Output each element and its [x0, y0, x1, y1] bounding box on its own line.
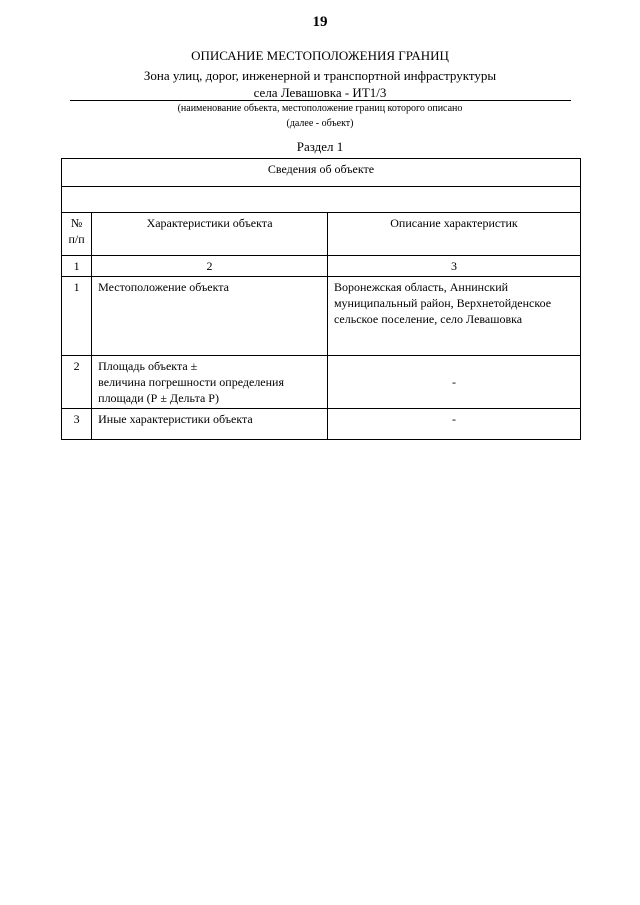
row-num: 3 — [62, 409, 92, 440]
object-note-line2: (далее - объект) — [286, 118, 354, 129]
table-row — [62, 409, 581, 440]
empty-cell — [62, 187, 581, 213]
table-header-row — [62, 213, 581, 256]
row-characteristic: Местоположение объекта — [92, 277, 328, 356]
object-info-table — [61, 158, 581, 440]
row-num: 1 — [62, 277, 92, 356]
page-number: 19 — [312, 14, 328, 30]
header-num-text: № п/п — [68, 216, 85, 246]
object-name-line2: села Левашовка - ИТ1/3 — [253, 85, 387, 100]
row-characteristic: Площадь объекта ± величина погрешности определения площади (Р ± Дельта Р) — [92, 356, 328, 409]
document-title: ОПИСАНИЕ МЕСТОПОЛОЖЕНИЯ ГРАНИЦ — [191, 48, 449, 63]
row-description: - — [327, 409, 580, 440]
row-num: 2 — [62, 356, 92, 409]
table-caption: Сведения об объекте — [62, 159, 581, 187]
row-description: Воронежская область, Аннинский муниципальный район, Верхнетойденское сельское поселение, село Левашовка — [327, 277, 580, 356]
object-note-line1: (наименование объекта, местоположение границ которого описано — [177, 103, 463, 114]
underline-rule — [70, 100, 571, 101]
header-num — [62, 213, 92, 256]
section-heading: Раздел 1 — [296, 139, 344, 154]
table-caption-row — [62, 159, 581, 187]
table-empty-row — [62, 187, 581, 213]
header-description: Описание характеристик — [327, 213, 580, 256]
table-row — [62, 277, 581, 356]
object-name-line1: Зона улиц, дорог, инженерной и транспортной инфраструктуры — [143, 68, 497, 83]
table-index-row — [62, 256, 581, 277]
index-cell-2: 2 — [92, 256, 328, 277]
row-description: - — [327, 356, 580, 409]
header-characteristic: Характеристики объекта — [92, 213, 328, 256]
index-cell-1: 1 — [62, 256, 92, 277]
index-cell-3: 3 — [327, 256, 580, 277]
row-characteristic: Иные характеристики объекта — [92, 409, 328, 440]
table-row — [62, 356, 581, 409]
